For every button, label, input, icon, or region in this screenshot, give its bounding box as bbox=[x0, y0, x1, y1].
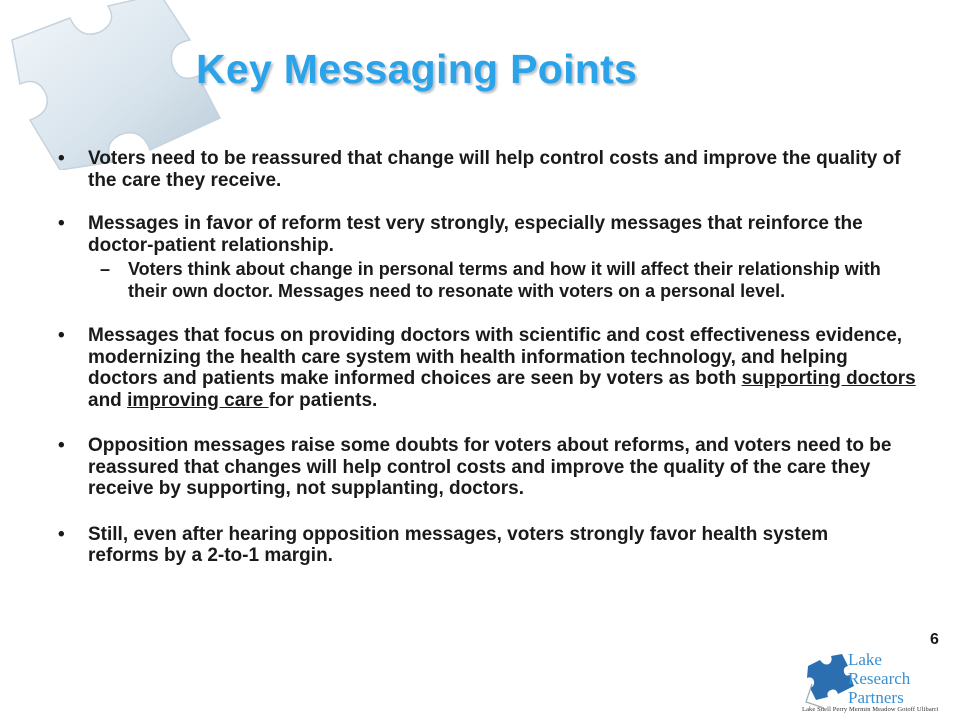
bullet-text: and bbox=[88, 389, 128, 411]
bullet-marker: • bbox=[58, 148, 65, 169]
bullet-text: for patients. bbox=[268, 389, 378, 411]
bullet-marker: • bbox=[58, 435, 65, 456]
bullet-marker: • bbox=[58, 325, 65, 346]
slide-title: Key Messaging Points bbox=[196, 46, 638, 92]
bullet-marker: • bbox=[58, 523, 65, 545]
bullet-item bbox=[56, 213, 916, 256]
bullet-text: Messages that focus on providing doctors with scientific and cost effectiveness evidence, modernizing the health care system with health information technology, and helping doctors and patients make informed choices are seen by voters as both bbox=[88, 325, 903, 389]
sub-bullet-text: Voters think about change in personal terms and how it will affect their relationship with their own doctor. Messages need to resonate with voters on a personal level. bbox=[128, 259, 881, 301]
page-number: 6 bbox=[930, 631, 939, 648]
bullet-text: Voters need to be reassured that change will help control costs and improve the quality of the care they receive. bbox=[88, 148, 901, 191]
bullet-text: Still, even after hearing opposition messages, voters strongly favor health system reforms by a 2-to-1 margin. bbox=[88, 523, 829, 566]
sub-bullet-item bbox=[100, 259, 916, 302]
bullet-text: Messages in favor of reform test very strongly, especially messages that reinforce the doctor-patient relationship. bbox=[88, 213, 863, 256]
underlined-phrase: improving care bbox=[127, 389, 269, 411]
bullet-text: Opposition messages raise some doubts for voters about reforms, and voters need to be reassured that changes will help control costs and improve the quality of the care they receive by supporting, not supplanting, doctors. bbox=[88, 435, 892, 499]
bullet-item bbox=[56, 524, 888, 567]
logo-partner-names: Lake Snell Perry Mermin Meadow Gotoff Ulibarri bbox=[802, 706, 939, 713]
bullet-item bbox=[56, 325, 916, 411]
logo-wordmark: Lake Research Partners bbox=[848, 650, 911, 707]
bullet-item bbox=[56, 148, 916, 191]
underlined-phrase: supporting doctors bbox=[741, 368, 916, 389]
bullet-item bbox=[56, 435, 916, 500]
bullet-marker: • bbox=[58, 213, 65, 234]
slide-body bbox=[56, 148, 916, 567]
sub-bullet-marker: – bbox=[100, 259, 111, 279]
